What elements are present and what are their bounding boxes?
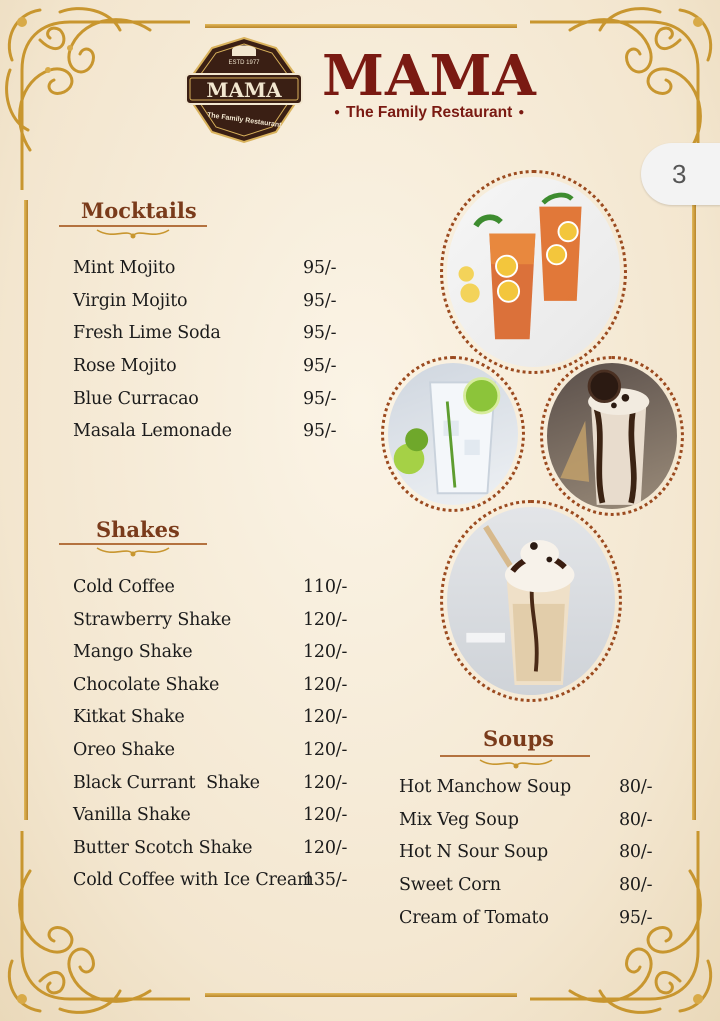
menu-item xyxy=(399,908,669,941)
section-title-shakes: Shakes xyxy=(96,517,180,542)
item-price: 95/- xyxy=(303,258,337,278)
section-title-soups: Soups xyxy=(483,726,554,751)
item-name: Hot Manchow Soup xyxy=(399,777,571,797)
menu-item xyxy=(399,842,669,875)
item-name: Masala Lemonade xyxy=(73,421,232,442)
menu-item xyxy=(73,773,363,806)
menu-item xyxy=(73,610,363,643)
flourish-icon xyxy=(476,756,556,772)
menu-item xyxy=(73,805,363,838)
item-price: 95/- xyxy=(303,388,337,409)
item-name: Cold Coffee xyxy=(73,577,175,597)
item-price: 120/- xyxy=(303,837,348,858)
menu-item xyxy=(399,777,669,810)
item-price: 120/- xyxy=(303,674,348,695)
svg-text:ESTD 1977: ESTD 1977 xyxy=(228,60,260,66)
oreo-shake-icon xyxy=(547,363,677,509)
cold-coffee-photo xyxy=(440,500,622,702)
item-name: Fresh Lime Soda xyxy=(73,323,221,344)
item-price: 135/- xyxy=(303,870,348,891)
item-name: Cream of Tomato xyxy=(399,907,549,928)
menu-item xyxy=(399,875,669,908)
frame-bottom-border xyxy=(205,993,517,997)
menu-item xyxy=(73,258,363,291)
item-price: 80/- xyxy=(619,842,653,863)
cold-coffee-icon xyxy=(447,507,615,695)
item-name: Rose Mojito xyxy=(73,356,177,377)
item-price: 95/- xyxy=(303,290,337,311)
item-name: Mango Shake xyxy=(73,642,193,663)
flourish-icon xyxy=(93,544,173,560)
menu-item xyxy=(73,577,363,610)
frame-left-border xyxy=(24,200,28,820)
mocktails-list xyxy=(73,258,363,454)
item-price: 95/- xyxy=(303,421,337,442)
item-price: 95/- xyxy=(303,323,337,344)
flourish-icon xyxy=(93,226,173,242)
frame-right-border xyxy=(692,200,696,820)
item-price: 120/- xyxy=(303,642,348,663)
svg-text:MAMA: MAMA xyxy=(206,78,282,102)
menu-item xyxy=(73,323,363,356)
frame-top-border xyxy=(205,24,517,28)
item-name: Mint Mojito xyxy=(73,258,176,278)
page-number: 3 xyxy=(672,159,687,189)
bullet-icon: ● xyxy=(334,107,341,118)
item-price: 95/- xyxy=(619,907,653,928)
item-name: Oreo Shake xyxy=(73,739,175,760)
item-price: 110/- xyxy=(303,577,348,597)
item-name: Black Currant Shake xyxy=(73,772,260,793)
item-name: Blue Curracao xyxy=(73,388,199,409)
restaurant-name: MAMA xyxy=(322,43,537,109)
menu-item xyxy=(73,291,363,324)
item-price: 120/- xyxy=(303,805,348,826)
menu-item xyxy=(73,707,363,740)
iced-tea-icon xyxy=(447,177,620,367)
menu-item xyxy=(73,642,363,675)
item-name: Kitkat Shake xyxy=(73,707,185,728)
menu-item xyxy=(73,870,363,903)
item-price: 120/- xyxy=(303,609,348,630)
item-name: Butter Scotch Shake xyxy=(73,837,253,858)
svg-text:The Family Restaurant: The Family Restaurant xyxy=(206,111,282,130)
menu-item xyxy=(73,675,363,708)
item-price: 80/- xyxy=(619,777,653,797)
item-name: Cold Coffee with Ice Cream xyxy=(73,870,314,891)
item-name: Mix Veg Soup xyxy=(399,809,519,830)
item-price: 120/- xyxy=(303,772,348,793)
menu-item xyxy=(73,356,363,389)
menu-item xyxy=(73,740,363,773)
lime-soda-photo xyxy=(381,356,525,512)
item-name: Vanilla Shake xyxy=(73,805,191,826)
menu-item xyxy=(399,810,669,843)
item-name: Virgin Mojito xyxy=(73,290,188,311)
oreo-shake-photo xyxy=(540,356,684,516)
corner-ornament-icon xyxy=(0,0,190,190)
iced-tea-photo xyxy=(440,170,627,374)
restaurant-logo xyxy=(184,36,304,144)
restaurant-tagline xyxy=(328,104,530,122)
item-price: 120/- xyxy=(303,739,348,760)
bullet-icon: ● xyxy=(518,107,525,118)
section-title-mocktails: Mocktails xyxy=(81,198,197,223)
page-number-tab[interactable] xyxy=(641,143,720,205)
item-name: Chocolate Shake xyxy=(73,674,220,695)
item-price: 120/- xyxy=(303,707,348,728)
tagline-text: The Family Restaurant xyxy=(346,104,513,121)
item-price: 80/- xyxy=(619,809,653,830)
soups-list xyxy=(399,777,669,940)
menu-item xyxy=(73,838,363,871)
item-price: 95/- xyxy=(303,356,337,377)
menu-item xyxy=(73,389,363,422)
lime-soda-icon xyxy=(388,363,518,505)
item-name: Strawberry Shake xyxy=(73,609,231,630)
menu-item xyxy=(73,421,363,454)
item-price: 80/- xyxy=(619,875,653,896)
item-name: Sweet Corn xyxy=(399,875,501,896)
shakes-list xyxy=(73,577,363,903)
item-name: Hot N Sour Soup xyxy=(399,842,548,863)
